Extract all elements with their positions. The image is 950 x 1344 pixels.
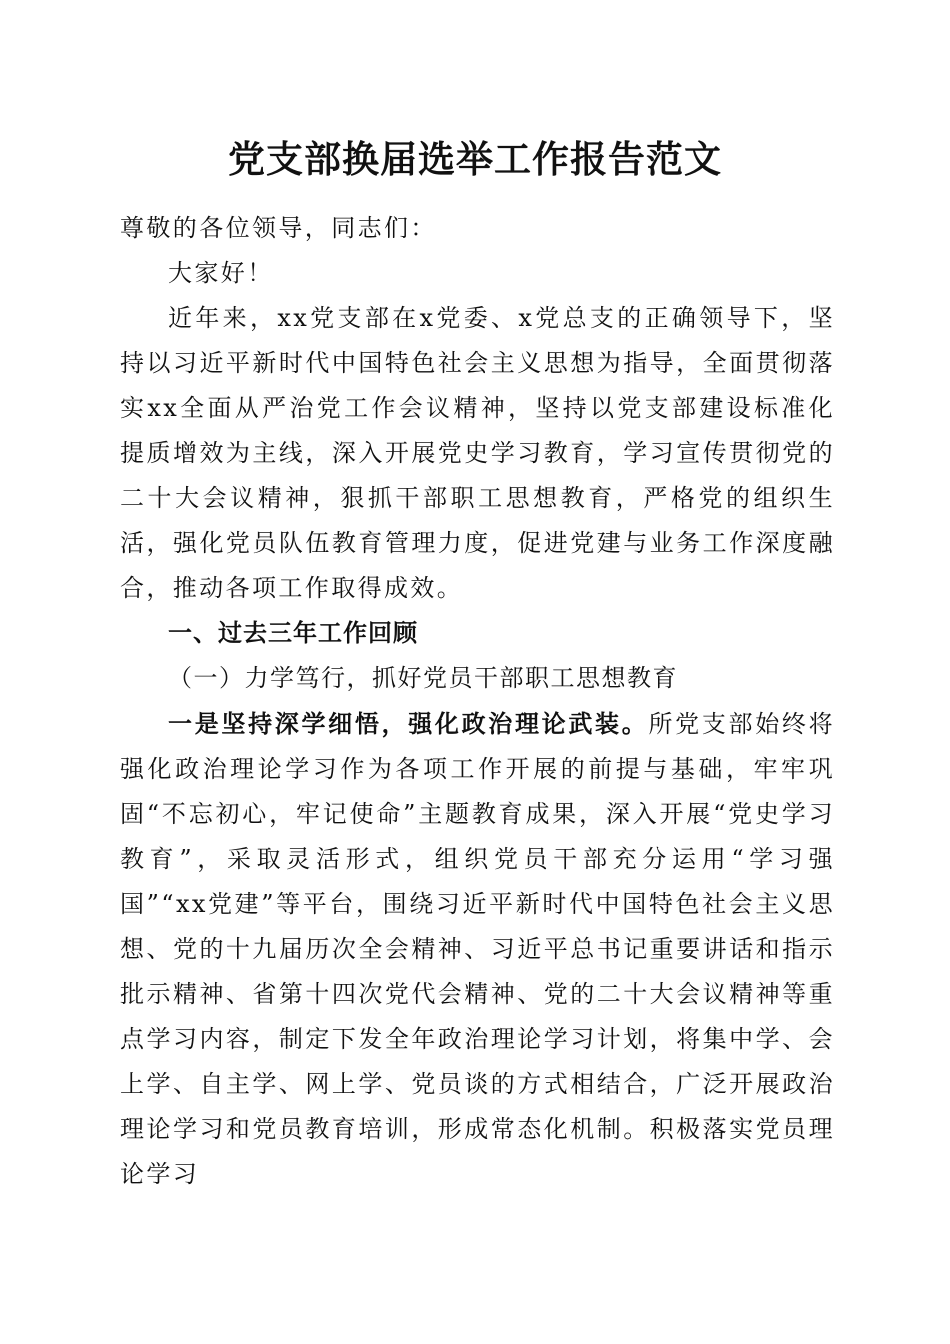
document-title: 党支部换届选举工作报告范文 [228,137,722,181]
point-paragraph [120,701,835,1197]
subsection-heading: （一）力学笃行，抓好党员干部职工思想教育 [168,664,678,692]
section-heading: 一、过去三年工作回顾 [168,619,418,647]
salutation: 尊敬的各位领导，同志们： [120,214,437,242]
greeting: 大家好！ [168,259,274,287]
point-text: 所党支部始终将强化政治理论学习作为各项工作开展的前提与基础，牢牢巩固“不忘初心，牢记使命”主题教育成果，深入开展“党史学习教育”，采取灵活形式，组织党员干部充分运用“学习强国”“xx党建”等平台，围绕习近平新时代中国特色社会主义思想、党的十九届历次全会精神、习近平总书记重要讲话和指示批示精神、省第十四次党代会精神、党的二十大会议精神等重点学习内容，制定下发全年政治理论学习计划，将集中学、会上学、自主学、网上学、党员谈的方式相结合，广泛开展政治理论学习和党员教育培训，形成常态化机制。积极落实党员理论学习 [120,710,835,1188]
point-lead: 一是坚持深学细悟，强化政治理论武装。 [168,709,649,738]
document-body [120,206,835,1197]
intro-paragraph: 近年来，xx党支部在x党委、x党总支的正确领导下，坚持以习近平新时代中国特色社会主义思想为指导，全面贯彻落实xx全面从严治党工作会议精神，坚持以党支部建设标准化提质增效为主线，深入开展党史学习教育，学习宣传贯彻党的二十大会议精神，狠抓干部职工思想教育，严格党的组织生活，强化党员队伍教育管理力度，促进党建与业务工作深度融合，推动各项工作取得成效。 [120,304,835,602]
